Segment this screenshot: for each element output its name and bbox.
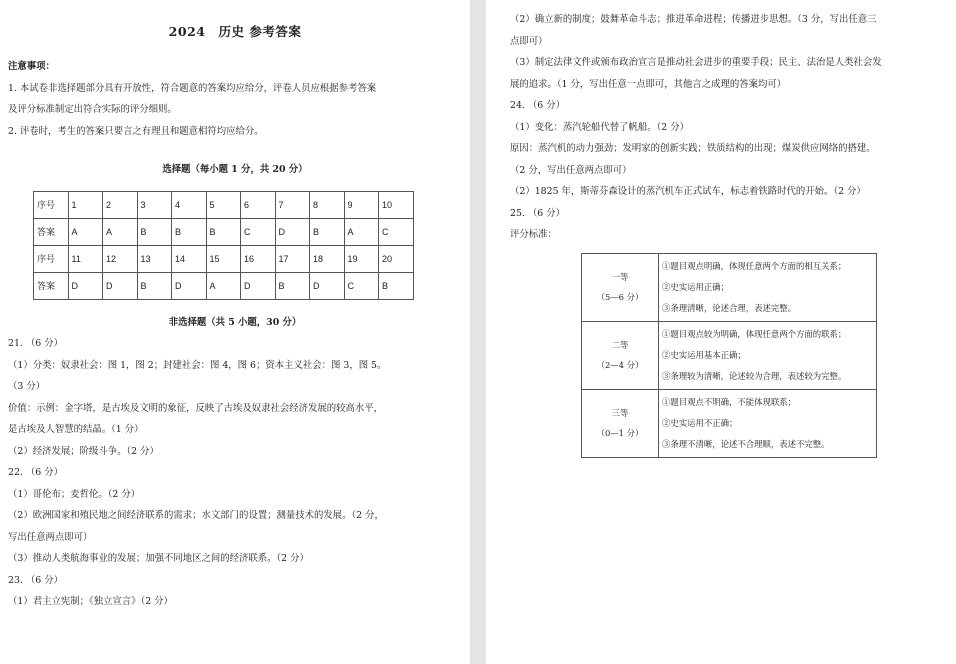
rubric-criterion: ②史实运用正确； [662,281,729,292]
answer-table-cell: 序号 [34,191,69,218]
answer-table-cell: C [241,218,276,245]
answer-table-cell: B [379,272,414,299]
rubric-criteria-cell [659,321,877,389]
rubric-grade-cell [582,321,659,389]
answer-table-cell: 15 [206,245,241,272]
answer-table-cell: 3 [137,191,172,218]
answer-table-cell: D [310,272,345,299]
answer-line: （2）经济发展；阶级斗争。（2 分） [8,445,159,457]
answer-table-cell: D [241,272,276,299]
rubric-grade: 一等 [611,272,629,282]
answer-line: 是古埃及人智慧的结晶。（1 分） [8,424,144,435]
answer-table-cell: 4 [172,191,207,218]
rubric-grade: 三等 [611,408,629,418]
rubric-criterion: ③条理较为清晰，论述较为合理，表述较为完整。 [662,370,847,381]
answer-table-row [34,191,414,218]
answer-table-cell: 答案 [34,218,69,245]
left-answer-lines [8,333,462,613]
answer-table-row [34,218,414,245]
answer-line: 25. （6 分） [510,207,565,219]
rubric-criteria-cell [659,253,877,321]
answer-line: 评分标准： [510,229,557,240]
answer-line: （1）君主立宪制；《独立宣言》（2 分） [8,596,173,607]
rubric-criterion: ③条理不清晰，论述不合理顺，表述不完整。 [662,438,830,449]
answer-line: （1）变化：蒸汽轮船代替了帆船。（2 分） [510,121,689,133]
answer-table-cell: 13 [137,245,172,272]
page-gap [470,0,486,664]
answer-line: （2）欧洲国家和殖民地之间经济联系的需求；水文部门的设置；测量技术的发展。（2 分， [8,510,384,521]
rubric-row [582,321,877,389]
answer-table-cell: C [344,272,379,299]
answer-line: 写出任意两点即可） [8,531,93,543]
note-line: 2. 评卷时，考生的答案只要言之有理且和题意相符均应给分。 [8,125,264,137]
answer-line: （3 分） [8,381,46,392]
rubric-criterion: ①题目观点较为明确，体现任意两个方面的联系； [662,328,847,339]
rubric-criterion: ②史实运用基本正确； [662,349,746,360]
answer-line: （3）制定法律文件或颁布政治宣言是推动社会进步的重要手段；民主、法治是人类社会发 [510,57,882,68]
rubric-score: （5—6 分） [596,292,644,302]
rubric-grade: 二等 [611,340,629,350]
rubric-table [581,253,877,458]
right-page [486,0,956,664]
rubric-row [582,253,877,321]
answer-table-cell: B [137,218,172,245]
answer-table-cell: 6 [241,191,276,218]
answer-table-cell: A [344,218,379,245]
answer-line: （2）确立新的制度；鼓舞革命斗志；推进革命进程；传播进步思想。（3 分，写出任意三 [510,14,877,25]
answer-table-cell: 5 [206,191,241,218]
rubric-criterion: ③条理清晰，论述合理，表述完整。 [662,302,796,313]
answer-table-cell: D [275,218,310,245]
answer-table-cell: B [275,272,310,299]
page-title: 2024 历史 参考答案 [168,24,302,39]
answer-table-cell: B [310,218,345,245]
answer-table-cell: 18 [310,245,345,272]
answer-table-cell: A [68,218,103,245]
answer-line: 原因：蒸汽机的动力强劲；发明家的创新实践；铁质结构的出现；煤炭供应网络的搭建。 [510,143,876,154]
answer-table-cell: 序号 [34,245,69,272]
answer-line: （3）推动人类航海事业的发展；加强不同地区之间的经济联系。（2 分） [8,553,309,564]
notes-heading: 注意事项： [8,61,55,72]
answer-table-cell: 16 [241,245,276,272]
answer-line: 点即可） [510,35,548,47]
answer-line: 展的追求。（1 分，写出任意一点即可，其他言之成理的答案均可） [510,78,787,90]
rubric-criterion: ①题目观点明确，体现任意两个方面的相互关系； [662,260,847,271]
answer-table-cell: 20 [379,245,414,272]
rubric-grade-cell [582,253,659,321]
note-line: 及评分标准制定出符合实际的评分细则。 [8,104,177,115]
right-answer-lines [510,9,946,246]
answer-line: （1）哥伦布；麦哲伦。（2 分） [8,488,141,500]
answer-line: 22. （6 分） [8,467,63,478]
answer-table-cell: 14 [172,245,207,272]
answer-table-cell: 11 [68,245,103,272]
answer-table-cell: B [206,218,241,245]
answer-table-cell: A [206,272,241,299]
nonchoice-heading: 非选择题（共 5 小题，30 分） [168,316,302,328]
answer-table-cell: 12 [103,245,138,272]
answer-table [33,191,414,300]
answer-line: （2）1825 年，斯蒂芬森设计的蒸汽机车正式试车，标志着铁路时代的开始。（2 分） [510,186,866,197]
answer-table-cell: A [103,218,138,245]
rubric-score: （0—1 分） [596,428,644,438]
answer-line: （1）分类：奴隶社会：图 1，图 2；封建社会：图 4，图 6；资本主义社会：图 3，图 5。 [8,359,387,371]
answer-line: 24. （6 分） [510,100,565,111]
rubric-criterion: ①题目观点不明确，不能体现联系； [662,396,796,407]
answer-table-cell: B [137,272,172,299]
answer-table-cell: 1 [68,191,103,218]
answer-table-cell: 10 [379,191,414,218]
choice-heading: 选择题（每小题 1 分，共 20 分） [162,164,308,175]
rubric-criterion: ②史实运用不正确； [662,417,738,428]
rubric-row [582,389,877,457]
left-page [0,0,470,664]
answer-line: 23. （6 分） [8,574,63,586]
answer-line: 价值：示例：金字塔，是古埃及文明的象征，反映了古埃及奴隶社会经济发展的较高水平， [8,402,384,414]
answer-line: （2 分，写出任意两点即可） [510,164,632,176]
answer-line: 21. （6 分） [8,338,63,349]
answer-table-cell: D [103,272,138,299]
answer-table-cell: 19 [344,245,379,272]
answer-table-row [34,245,414,272]
answer-table-cell: B [172,218,207,245]
answer-table-cell: 9 [344,191,379,218]
answer-table-row [34,272,414,299]
rubric-grade-cell [582,389,659,457]
answer-table-cell: 答案 [34,272,69,299]
answer-table-cell: D [68,272,103,299]
answer-table-cell: 7 [275,191,310,218]
answer-table-cell: 8 [310,191,345,218]
rubric-score: （2—4 分） [596,360,644,370]
answer-table-cell: 17 [275,245,310,272]
rubric-criteria-cell [659,389,877,457]
answer-table-cell: 2 [103,191,138,218]
note-line: 1. 本试卷非选择题部分具有开放性，符合题意的答案均应给分，评卷人员应根据参考答案 [8,82,377,94]
answer-table-cell: C [379,218,414,245]
answer-table-cell: D [172,272,207,299]
